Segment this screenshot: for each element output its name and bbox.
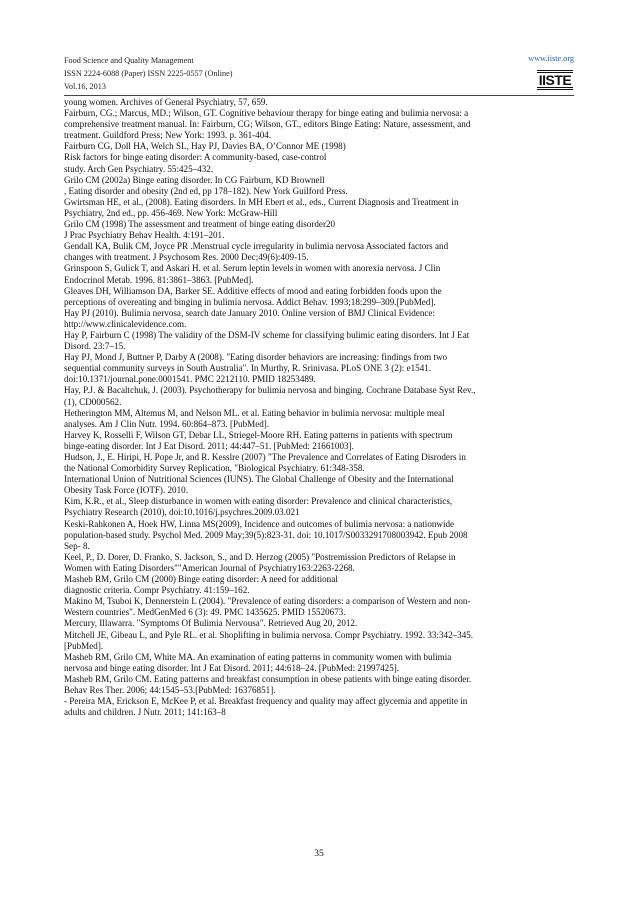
reference-line: population-based study. Psychol Med. 2009 May;39(5):823-31. doi: 10.1017/S0033291708003942. Epub 2008	[64, 529, 468, 540]
reference-line: treatment. Guildford Press; New York: 1993. p. 361-404.	[64, 130, 272, 141]
journal-url-link[interactable]: www.iiste.org	[528, 54, 574, 63]
reference-list	[64, 97, 576, 718]
reference-line: Western countries". MedGenMed 6 (3): 49. PMC 1435625. PMID 15520673.	[64, 607, 346, 618]
reference-line: Makino M, Tsuboi K, Dennerstein L (2004). "Prevalence of eating disorders: a comparison of Western and non-	[64, 596, 471, 607]
reference-line: the National Comorbidity Survey Replication, "Biological Psychiatry. 61:348-358.	[64, 463, 365, 474]
reference-line: Mercury, Illawarra. "Symptoms Of Bulimia Nervousa". Retrieved Aug 20, 2012.	[64, 618, 358, 629]
reference-line: Masheb RM, Grilo CM. Eating patterns and breakfast consumption in obese patients with binge eating disorder.	[64, 673, 472, 684]
reference-line: Hay PJ, Mond J, Buttner P, Darby A (2008). "Eating disorder behaviors are increasing: findings from two	[64, 352, 448, 363]
page-number: 35	[314, 849, 324, 859]
header-divider	[64, 95, 574, 96]
reference-line: Behav Res Ther. 2006; 44:1545–53.[PubMed: 16376851].	[64, 684, 276, 695]
reference-line: perceptions of overeating and binging in bulimia nervosa. Addict Behav. 1993;18:299–309.[PubMed].	[64, 296, 436, 307]
reference-line: Grinspoon S, Gulick T, and Askari H. et al. Serum leptin levels in women with anorexia nervosa. J Clin	[64, 263, 441, 274]
reference-line: Hay PJ (2010). Bulimia nervosa, search date January 2010. Online version of BMJ Clinical Evidence:	[64, 307, 435, 318]
reference-line: http://www.clinicalevidence.com.	[64, 318, 187, 329]
reference-line: Hay P, Fairburn C (1998) The validity of the DSM-IV scheme for classifying bulimic eating disorders. Int J Eat	[64, 329, 470, 340]
reference-line: Women with Eating Disorders""American Journal of Psychiatry163:2263-2268.	[64, 562, 355, 573]
reference-line: Kim, K.R., et al., Sleep disturbance in women with eating disorder: Prevalence and clinical characteristics,	[64, 496, 453, 507]
reference-line: Hetherington MM, Altemus M, and Nelson ML. et al. Eating behavior in bulimia nervosa: multiple meal	[64, 407, 445, 418]
reference-line: Grilo CM (1998) The assessment and treatment of binge eating disorder20	[64, 219, 336, 230]
reference-line: Keski-Rahkonen A, Hoek HW, Linna MS(2009), Incidence and outcomes of bulimia nervosa: a nationwide	[64, 518, 455, 529]
reference-line: diagnostic criteria. Compr Psychiatry. 41:159–162.	[64, 585, 250, 596]
reference-line: adults and children. J Nutr. 2011; 141:163–8	[64, 707, 226, 718]
reference-line: Keel, P., D. Dorer, D. Franko, S. Jackson, S., and D. Herzog (2005) "Postremission Predictors of Relapse in	[64, 551, 456, 562]
reference-line: nervosa and binge eating disorder. Int J Eat Disord. 2011; 44:618–24. [PubMed: 21997425].	[64, 662, 400, 673]
reference-line: Masheb RM, Grilo CM (2000) Binge eating disorder: A need for additional	[64, 574, 338, 585]
reference-line: (1), CD000562.	[64, 396, 122, 407]
reference-line: Psychiatry, 2nd ed., pp. 456-469. New York: McGraw-Hill	[64, 207, 278, 218]
reference-line: changes with treatment. J Psychosom Res. 2000 Dec;49(6):409-15.	[64, 252, 309, 263]
reference-line: Fairburn CG, Doll HA, Welch SL, Hay PJ, Davies BA, O’Connor ME (1998)	[64, 141, 346, 152]
reference-line: International Union of Nutritional Sciences (IUNS). The Global Challenge of Obesity and the International	[64, 474, 454, 485]
journal-volume: Vol.16, 2013	[64, 82, 106, 91]
reference-line: , Eating disorder and obesity (2nd ed, pp 178–182). New York Guilford Press.	[64, 185, 348, 196]
reference-line: Risk factors for binge eating disorder: A community-based, case-control	[64, 152, 327, 163]
reference-line: Gwirtsman HE, et al., (2008). Eating disorders. In MH Ebert et al., eds., Current Diagnosis and Treatment in	[64, 196, 459, 207]
reference-line: Mitchell JE, Gibeau L, and Pyle RL. et al. Shoplifting in bulimia nervosa. Compr Psychiatry. 1992. 33:342–345.	[64, 629, 474, 640]
reference-line: Gendall KA, Bulik CM, Joyce PR .Menstrual cycle irregularity in bulimia nervosa Associated factors and	[64, 241, 449, 252]
journal-name: Food Science and Quality Management	[64, 56, 194, 65]
reference-line: Grilo CM (2002a) Binge eating disorder. In CG Fairburn, KD Brownell	[64, 174, 325, 185]
reference-line: doi:10.1371/journal.pone.0001541. PMC 2212110. PMID 18253489.	[64, 374, 316, 385]
reference-line: study. Arch Gen Psychiatry. 55:425–432.	[64, 163, 214, 174]
reference-line: binge-eating disorder. Int J Eat Disord. 2011; 44:447–51. [PubMed: 21661003].	[64, 440, 354, 451]
journal-issn: ISSN 2224-6088 (Paper) ISSN 2225-0557 (Online)	[64, 69, 233, 78]
iiste-logo-text: IISTE	[538, 72, 572, 88]
iiste-logo	[536, 69, 574, 91]
journal-header	[64, 54, 233, 93]
reference-line: analyses. Am J Clin Nutr. 1994. 60:864–873. [PubMed].	[64, 418, 270, 429]
reference-line: Endocrinol Metab. 1996. 81:3861–3863. [PubMed].	[64, 274, 254, 285]
reference-line: young women. Archives of General Psychiatry, 57, 659.	[64, 97, 268, 107]
reference-line: Harvey K, Rosselli F, Wilson GT, Debar LL, Striegel-Moore RH. Eating patterns in patients with spectrum	[64, 429, 453, 440]
reference-line: Disord. 23:7–15.	[64, 341, 126, 352]
reference-line: J Prac Psychiatry Behav Health. 4:191–201.	[64, 230, 225, 241]
reference-line: Hay, P.J. & Bacaltchuk, J. (2003). Psychotherapy for bulimia nervosa and binging. Cochrane Database Syst Rev.,	[64, 385, 476, 396]
reference-line: Fairburn, CG.; Marcus, MD.; Wilson, GT. Cognitive behaviour therapy for binge eating and bulimia nervosa: a	[64, 108, 469, 119]
reference-line: [PubMed].	[64, 640, 104, 651]
reference-line: Psychiatry Research (2010), doi:10.1016/j.psychres.2009.03.021	[64, 507, 300, 518]
reference-line: comprehensive treatment manual. In: Fairburn, CG; Wilson, GT., editors Binge Eating: Nature, assessment, and	[64, 119, 471, 130]
reference-line: sequential community surveys in South Australia". In Murthy, R. Srinivasa. PLoS ONE 3 (2): e1541.	[64, 363, 432, 374]
reference-line: Sep- 8.	[64, 540, 90, 551]
reference-line: Hudson, J., E. Hiripi, H. Pope Jr, and R. Kesslre (2007) "The Prevalence and Correlates of Eating Disroders in	[64, 452, 466, 462]
reference-line: Gleaves DH, Williamson DA, Barker SE. Additive effects of mood and eating forbidden foods upon the	[64, 285, 442, 296]
reference-line: - Pereira MA, Erickson E, McKee P, et al. Breakfast frequency and quality may affect glycemia and appetite in	[64, 696, 468, 707]
reference-line: Obesity Task Force (IOTF). 2010.	[64, 485, 188, 496]
reference-line: Masheb RM, Grilo CM, White MA. An examination of eating patterns in community women with bulimia	[64, 651, 452, 662]
